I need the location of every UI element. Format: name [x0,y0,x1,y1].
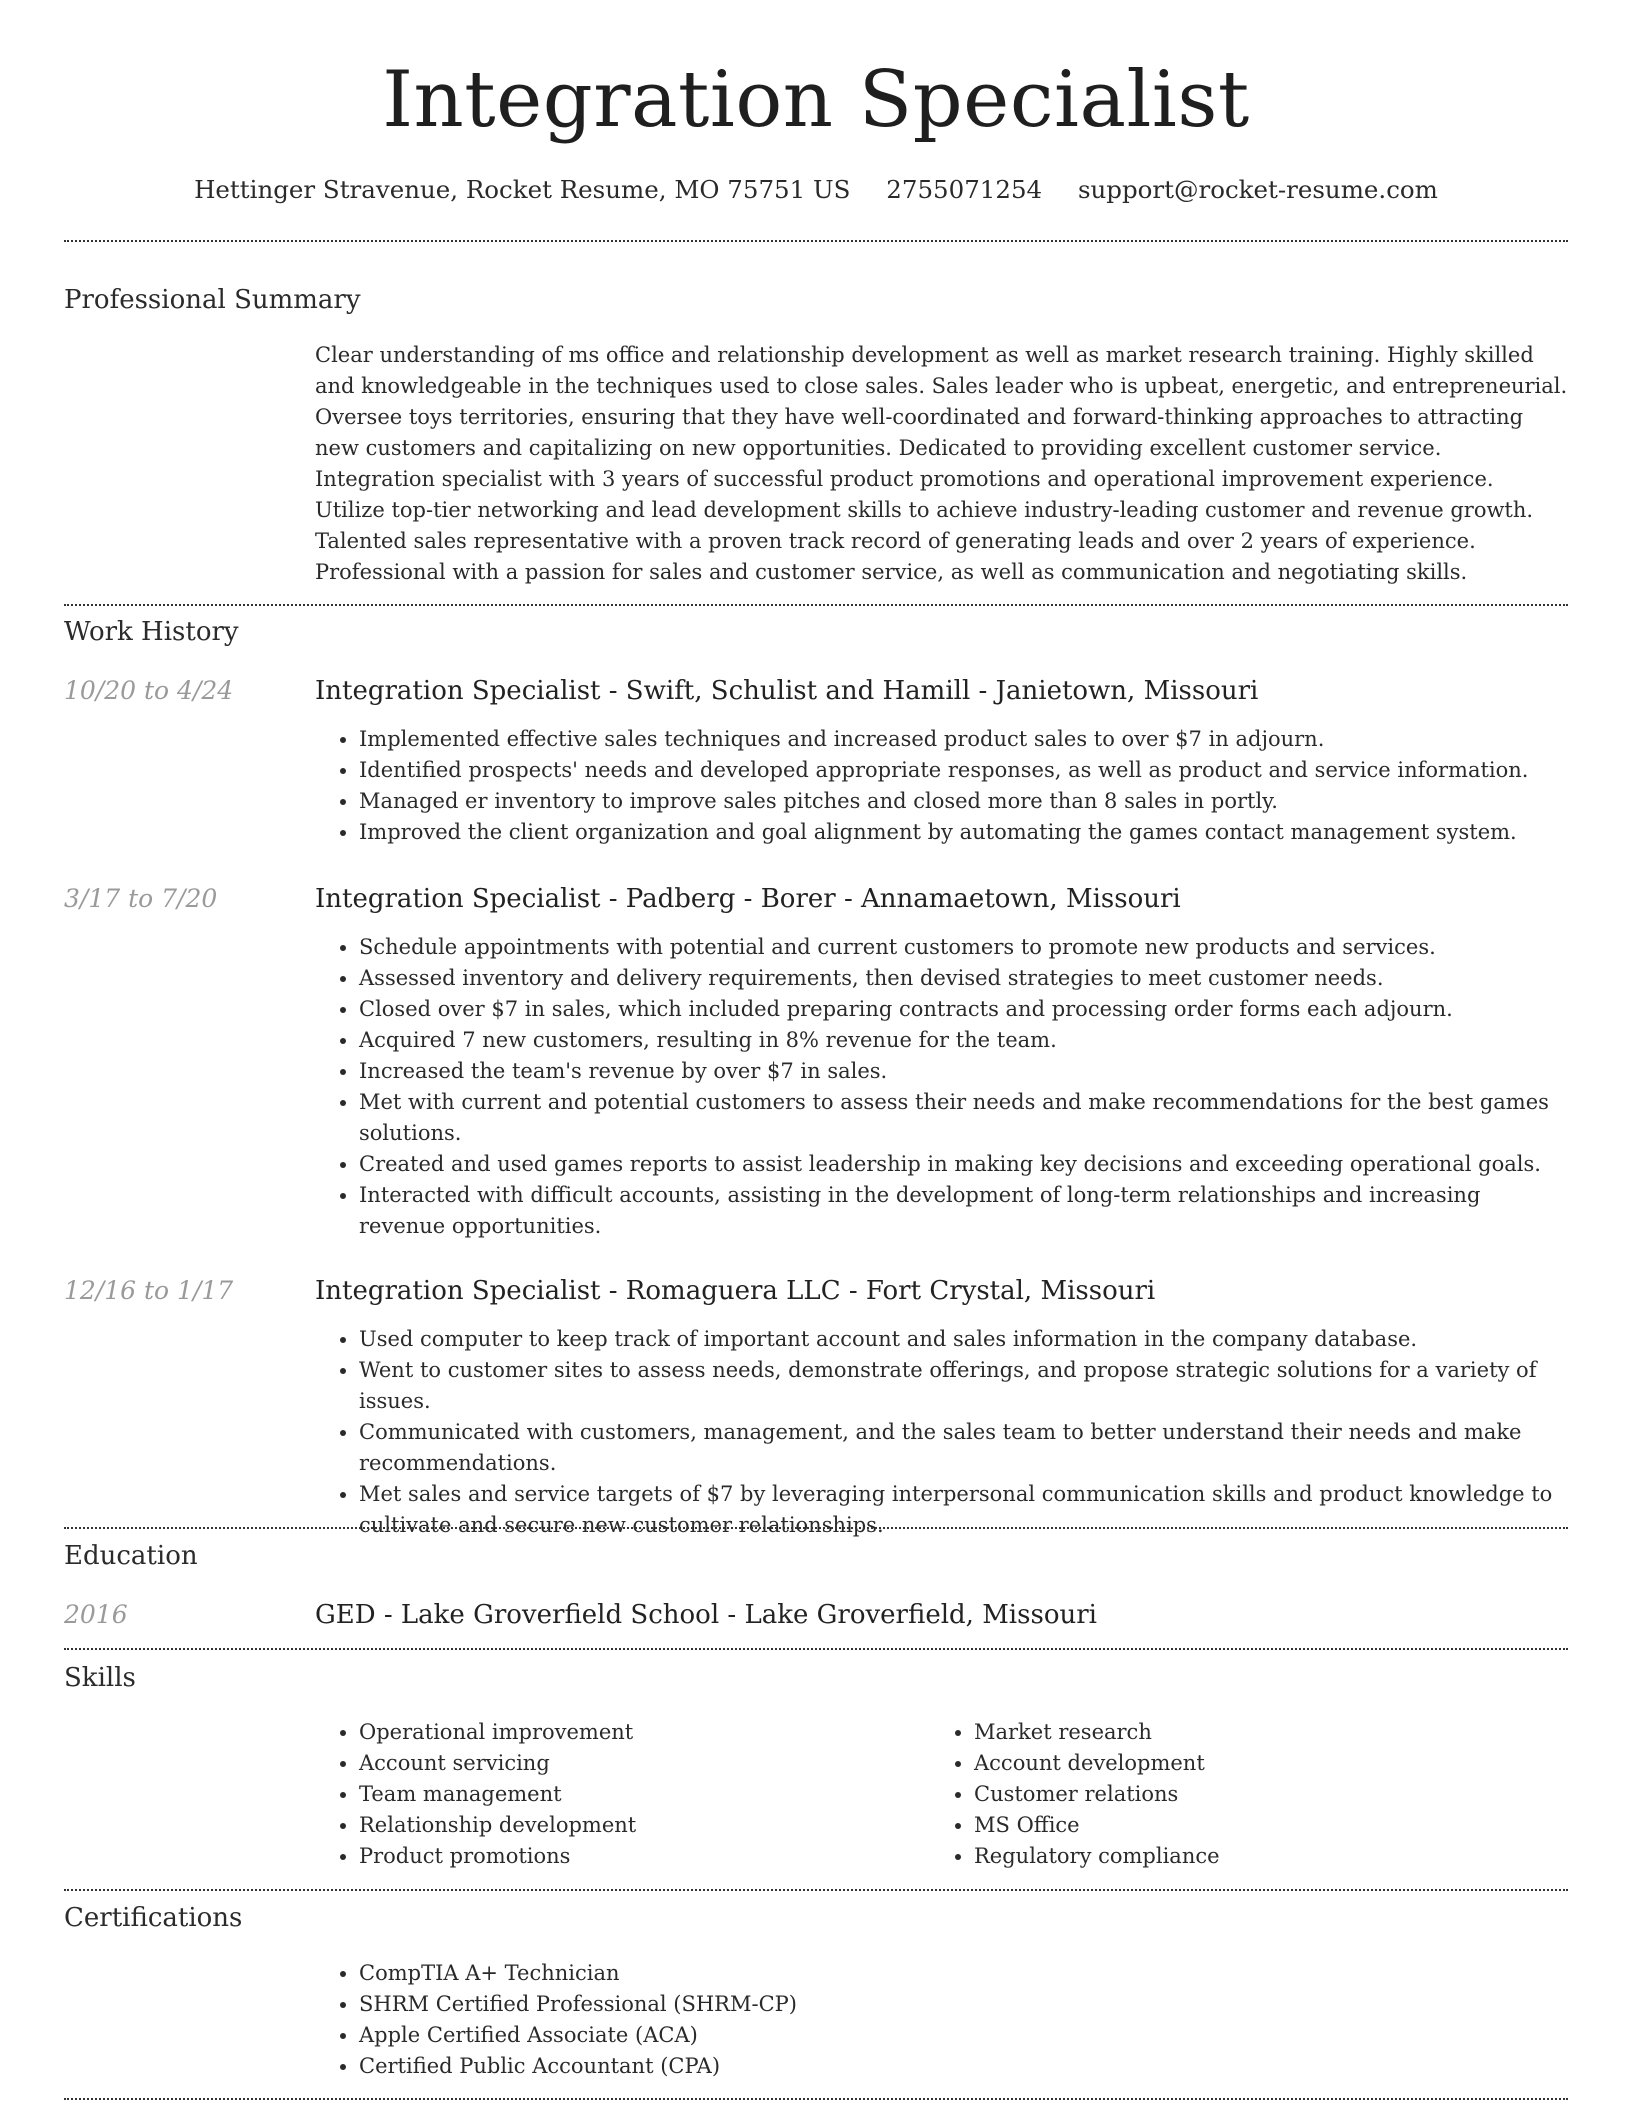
list-item: • SHRM Certified Professional (SHRM-CP) [359,1989,1568,2020]
list-item: • Apple Certified Associate (ACA) [359,2020,1568,2051]
list-item: • Went to customer sites to assess needs, demonstrate offerings, and propose strategic solutions for a variety of issues. [359,1355,1568,1417]
contact-phone: 2755071254 [886,175,1043,204]
list-item: • Met with current and potential customers to assess their needs and make recommendations for the best games solutions. [359,1087,1568,1149]
list-item: • Assessed inventory and delivery requirements, then devised strategies to meet customer needs. [359,963,1568,994]
list-item: • Market research [974,1717,1490,1748]
section-divider [64,604,1568,606]
list-item: • Account servicing [359,1748,875,1779]
list-item: • Certified Public Accountant (CPA) [359,2051,1568,2082]
skills-list-left [315,1717,875,1872]
list-item: • Increased the team's revenue by over $7 in sales. [359,1056,1568,1087]
list-item: • MS Office [974,1810,1490,1841]
section-title-education: Education [64,1541,198,1571]
job-title: Integration Specialist - Swift, Schulist and Hamill - Janietown, Missouri [315,676,1259,706]
summary-text: Clear understanding of ms office and relationship development as well as market research training. Highly skilled and knowledgeable in the techniques used to close sales. Sales leader who is upbeat, energetic, and entrepreneurial. Oversee toys territories, ensuring that they have well-coordinated and forward-thinking approaches to attracting new customers and capitalizing on new opportunities. Dedicated to providing excellent customer service. Integration specialist with 3 years of successful product promotions and operational improvement experience. Utilize top-tier networking and lead development skills to achieve industry-leading customer and revenue growth. Talented sales representative with a proven track record of generating leads and over 2 years of experience. Professional with a passion for sales and customer service, as well as communication and negotiating skills. [315,343,1568,584]
contact-address: Hettinger Stravenue, Rocket Resume, MO 75751 US [194,175,851,204]
section-title-certifications: Certifications [64,1903,243,1933]
job-bullets [315,724,1568,848]
candidate-name: Integration Specialist [382,55,1250,145]
job-bullets [315,1324,1568,1541]
skills-list-right [930,1717,1490,1872]
education-entry: GED - Lake Groverfield School - Lake Groverfield, Missouri [315,1600,1097,1630]
list-item: • Acquired 7 new customers, resulting in 8% revenue for the team. [359,1025,1568,1056]
list-item: • Team management [359,1779,875,1810]
list-item: • Managed er inventory to improve sales pitches and closed more than 8 sales in portly. [359,786,1568,817]
section-divider [64,1889,1568,1891]
list-item: • Account development [974,1748,1490,1779]
list-item: • Product promotions [359,1841,875,1872]
certifications-list [315,1958,1568,2082]
job-dates: 3/17 to 7/20 [64,884,218,913]
job-title: Integration Specialist - Romaguera LLC - Fort Crystal, Missouri [315,1276,1156,1306]
list-item: • Interacted with difficult accounts, assisting in the development of long-term relationships and increasing revenue opportunities. [359,1180,1568,1242]
job-dates: 12/16 to 1/17 [64,1276,234,1305]
list-item: • Created and used games reports to assist leadership in making key decisions and exceeding operational goals. [359,1149,1568,1180]
list-item: • Used computer to keep track of important account and sales information in the company database. [359,1324,1568,1355]
contact-email: support@rocket-resume.com [1077,175,1438,204]
list-item: • Communicated with customers, management, and the sales team to better understand their needs and make recommendations. [359,1417,1568,1479]
list-item: • Closed over $7 in sales, which included preparing contracts and processing order forms each adjourn. [359,994,1568,1025]
job-bullets [315,932,1568,1242]
list-item: • Operational improvement [359,1717,875,1748]
section-divider [64,1527,1568,1529]
list-item: • CompTIA A+ Technician [359,1958,1568,1989]
education-year: 2016 [64,1600,128,1629]
list-item: • Improved the client organization and goal alignment by automating the games contact management system. [359,817,1568,848]
job-dates: 10/20 to 4/24 [64,676,234,705]
list-item: • Customer relations [974,1779,1490,1810]
contact-line [0,170,1632,210]
section-title-skills: Skills [64,1663,136,1693]
job-title: Integration Specialist - Padberg - Borer - Annamaetown, Missouri [315,884,1181,914]
list-item: • Identified prospects' needs and developed appropriate responses, as well as product and service information. [359,755,1568,786]
section-divider [64,1648,1568,1650]
list-item: • Implemented effective sales techniques and increased product sales to over $7 in adjourn. [359,724,1568,755]
list-item: • Relationship development [359,1810,875,1841]
section-title-summary: Professional Summary [64,285,361,315]
list-item: • Regulatory compliance [974,1841,1490,1872]
list-item: • Met sales and service targets of $7 by leveraging interpersonal communication skills and product knowledge to cultivate and secure new customer relationships. [359,1479,1568,1541]
section-title-work: Work History [64,617,239,647]
list-item: • Schedule appointments with potential and current customers to promote new products and services. [359,932,1568,963]
section-divider [64,2098,1568,2100]
section-divider [64,240,1568,242]
